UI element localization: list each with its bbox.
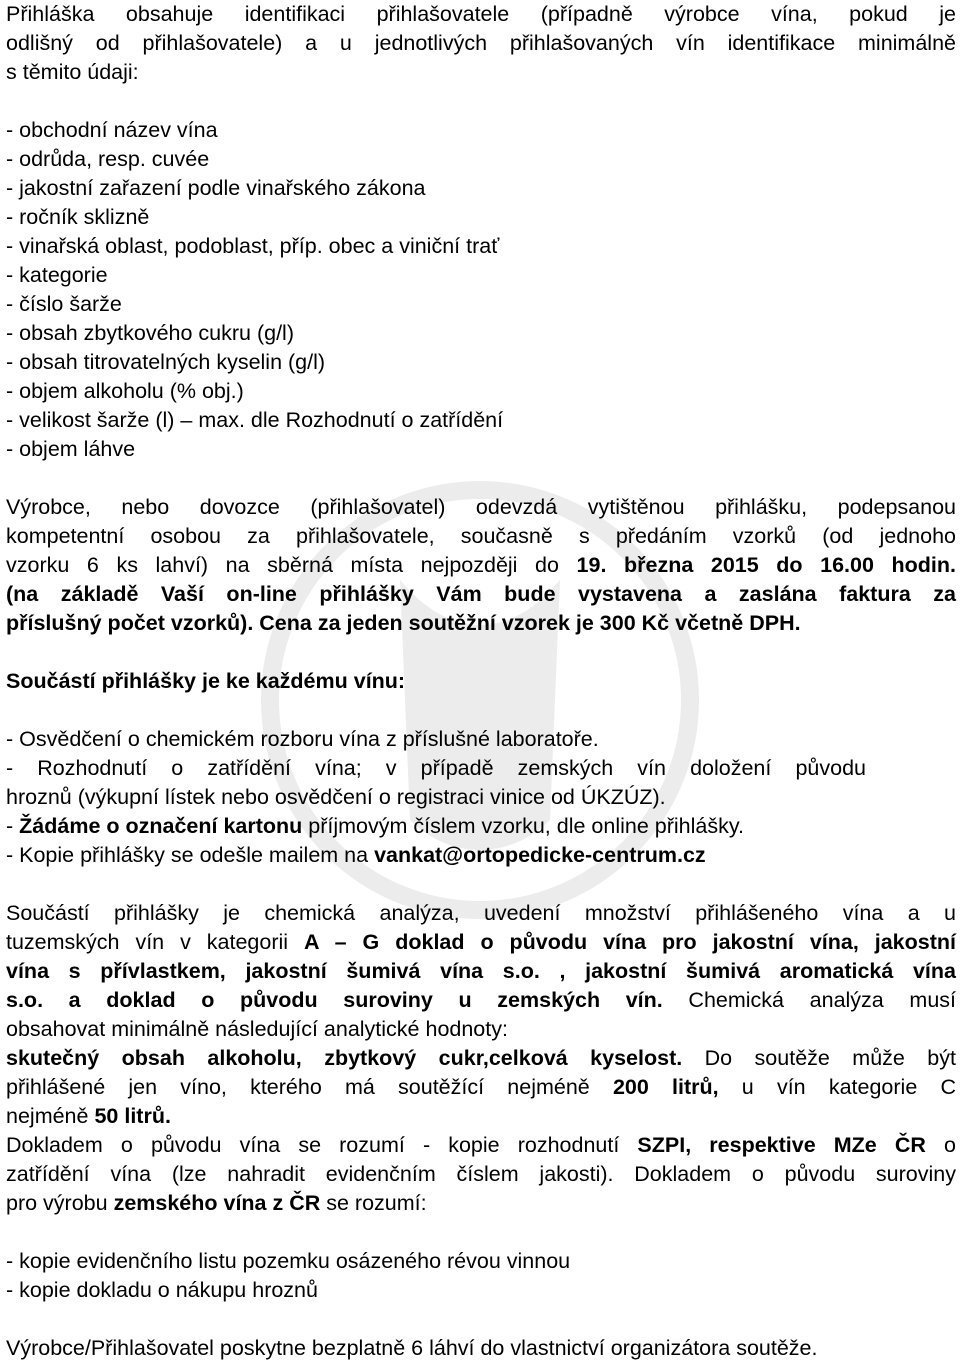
analysis-line-7 xyxy=(6,1073,956,1102)
analysis-text: tuzemských vín v kategorii xyxy=(6,930,304,954)
analysis-text: u vín kategorie C xyxy=(718,1075,956,1099)
intro-line-1: Přihláška obsahuje identifikaci přihlašovatele (případně výrobce vína, pokud je xyxy=(6,2,956,26)
analysis-text: se rozumí: xyxy=(320,1191,427,1215)
sample-price-note: příslušný počet vzorků). Cena za jeden soutěžní vzorek je 300 Kč včetně DPH. xyxy=(6,611,801,635)
analysis-line-1: Součástí přihlášky je chemická analýza, uvedení množství přihlášeného vína a u xyxy=(6,901,956,925)
details-list-item: - vinařská oblast, podoblast, příp. obec a viniční trať xyxy=(6,234,500,258)
invoice-note: (na základě Vaší on-line přihlášky Vám bude vystavena a zaslána faktura za xyxy=(6,582,956,606)
min-volume: 200 litrů, xyxy=(612,1075,719,1099)
analysis-text: Do soutěže může být xyxy=(682,1046,956,1070)
parts-item-2-line-2: hroznů (výkupní lístek nebo osvědčení o registraci vinice od ÚKZÚZ). xyxy=(6,785,666,809)
mail-text: - Kopie přihlášky se odešle mailem na xyxy=(6,843,375,867)
parts-item-3 xyxy=(6,812,956,841)
analysis-text: o xyxy=(925,1133,956,1157)
analysis-line-3 xyxy=(6,957,956,986)
required-values: skutečný obsah alkoholu, zbytkový cukr,celková kyselost. xyxy=(6,1046,683,1070)
submission-text: vzorku 6 ks lahví) na sběrná místa nejpozději do xyxy=(6,553,577,577)
dash: - xyxy=(6,814,20,838)
submission-line-3 xyxy=(6,551,956,580)
details-list-item: - číslo šarže xyxy=(6,292,122,316)
parts-item-2-line-1: - Rozhodnutí o zatřídění vína; v případě zemských vín doložení původu xyxy=(6,756,866,780)
details-list-item: - ročník sklizně xyxy=(6,205,150,229)
analysis-text: Chemická analýza musí xyxy=(662,988,956,1012)
submission-line-1: Výrobce, nebo dovozce (přihlašovatel) odevzdá vytištěnou přihlášku, podepsanou xyxy=(6,495,956,519)
submission-deadline: 19. března 2015 do 16.00 hodin. xyxy=(576,553,956,577)
submission-line-4 xyxy=(6,580,956,609)
details-list-item: - jakostní zařazení podle vinařského zákona xyxy=(6,176,426,200)
analysis-line-11 xyxy=(6,1189,956,1218)
analysis-bold: vína s přívlastkem, jakostní šumivá vína s.o. , jakostní šumivá aromatická vína xyxy=(6,959,956,983)
parts-heading xyxy=(6,667,956,696)
analysis-text: pro výrobu xyxy=(6,1191,114,1215)
details-list-item: - odrůda, resp. cuvée xyxy=(6,147,210,171)
copies-list-item: - kopie dokladu o nákupu hroznů xyxy=(6,1278,318,1302)
min-volume-c: 50 litrů. xyxy=(94,1104,171,1128)
contact-email: vankat@ortopedicke-centrum.cz xyxy=(374,843,706,867)
copies-list-item: - kopie evidenčního listu pozemku osázeného révou vinnou xyxy=(6,1249,571,1273)
analysis-text: nejméně xyxy=(6,1104,95,1128)
parts-item-1: - Osvědčení o chemickém rozboru vína z příslušné laboratoře. xyxy=(6,727,599,751)
details-list-item: - obchodní název vína xyxy=(6,118,218,142)
analysis-line-6 xyxy=(6,1044,956,1073)
analysis-line-5: obsahovat minimálně následující analytické hodnoty: xyxy=(6,1017,508,1041)
closing-line: Výrobce/Přihlašovatel poskytne bezplatně 6 láhví do vlastnictví organizátora soutěže. xyxy=(6,1336,818,1360)
submission-line-5 xyxy=(6,609,956,638)
carton-label-request: Žádáme o označení kartonu xyxy=(19,814,303,838)
details-list-item: - obsah zbytkového cukru (g/l) xyxy=(6,321,294,345)
details-list-item: - objem láhve xyxy=(6,437,136,461)
analysis-line-4 xyxy=(6,986,956,1015)
parts-item-4 xyxy=(6,841,956,870)
details-list-item: - kategorie xyxy=(6,263,108,287)
details-list-item: - objem alkoholu (% obj.) xyxy=(6,379,244,403)
analysis-line-2 xyxy=(6,928,956,957)
regional-wine: zemského vína z ČR xyxy=(113,1191,321,1215)
carton-label-text: příjmovým číslem vzorku, dle online přihlášky. xyxy=(302,814,744,838)
analysis-line-9 xyxy=(6,1131,956,1160)
intro-line-3: s těmito údaji: xyxy=(6,60,139,84)
analysis-bold: A – G doklad o původu vína pro jakostní vína, jakostní xyxy=(303,930,956,954)
parts-heading-text: Součástí přihlášky je ke každému vínu: xyxy=(6,669,406,693)
submission-line-2: kompetentní osobou za přihlašovatele, současně s předáním vzorků (od jednoho xyxy=(6,524,956,548)
analysis-line-10: zatřídění vína (lze nahradit evidenčním číslem jakosti). Dokladem o původu suroviny xyxy=(6,1162,956,1186)
authority: SZPI, respektive MZe ČR xyxy=(637,1133,926,1157)
details-list-item: - obsah titrovatelných kyselin (g/l) xyxy=(6,350,326,374)
analysis-bold: s.o. a doklad o původu suroviny u zemských vín. xyxy=(6,988,663,1012)
analysis-text: Dokladem o původu vína se rozumí - kopie rozhodnutí xyxy=(6,1133,638,1157)
details-list-item: - velikost šarže (l) – max. dle Rozhodnutí o zatřídění xyxy=(6,408,504,432)
analysis-line-8 xyxy=(6,1102,956,1131)
analysis-text: přihlášené jen víno, kterého má soutěžící nejméně xyxy=(6,1075,613,1099)
intro-line-2: odlišný od přihlašovatele) a u jednotlivých přihlašovaných vín identifikace minimálně xyxy=(6,31,956,55)
